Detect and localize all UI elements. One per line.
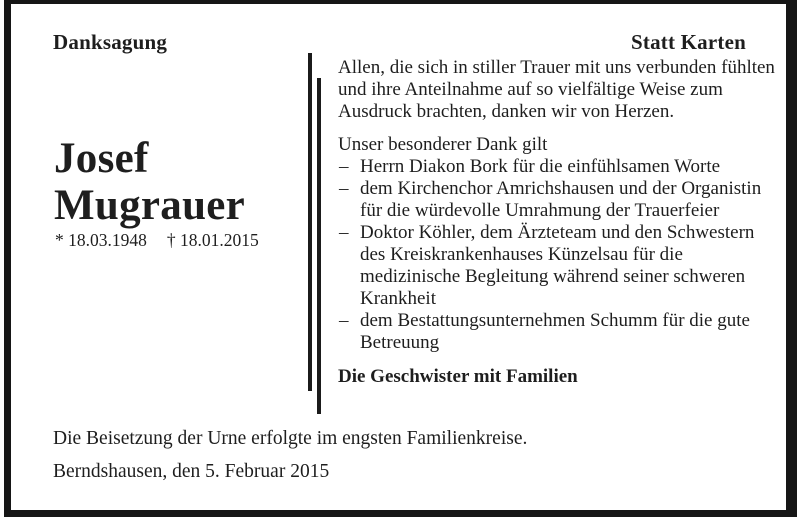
burial-note: Die Beisetzung der Urne erfolgte im engsten Familienkreise. bbox=[53, 428, 528, 449]
list-item bbox=[338, 156, 775, 178]
dash-marker: – bbox=[339, 222, 349, 243]
thanks-heading: Unser besonderer Dank gilt bbox=[338, 134, 548, 155]
thanks-list bbox=[338, 156, 775, 354]
dash-marker: – bbox=[339, 156, 349, 177]
list-item-text: Herrn Diakon Bork für die einfühlsamen Worte bbox=[360, 156, 721, 177]
footer bbox=[53, 428, 527, 483]
deceased-name bbox=[54, 135, 245, 229]
dash-marker: – bbox=[339, 178, 349, 199]
thanks-column bbox=[338, 57, 775, 388]
list-item-text: Doktor Köhler, dem Ärzteteam und den Schwestern des Kreiskrankenhauses Künzelsau für die medizinische Begleitung während seiner schweren Krankheit bbox=[360, 222, 755, 309]
birth-date: * 18.03.1948 bbox=[55, 230, 147, 250]
death-date: † 18.01.2015 bbox=[166, 230, 259, 250]
deceased-first-name: Josef bbox=[54, 135, 149, 182]
deceased-last-name: Mugrauer bbox=[54, 182, 246, 229]
list-item bbox=[338, 310, 775, 354]
signature: Die Geschwister mit Familien bbox=[338, 366, 578, 387]
danksagung-label: Danksagung bbox=[53, 30, 168, 54]
intro-paragraph: Allen, die sich in stiller Trauer mit uns verbunden fühlten und ihre Anteilnahme auf so vielfältige Weise zum Ausdruck brachten, danken wir von Herzen. bbox=[338, 57, 775, 122]
list-item-text: dem Bestattungsunternehmen Schumm für die gute Betreuung bbox=[360, 310, 750, 353]
list-item bbox=[338, 222, 775, 310]
statt-karten-label: Statt Karten bbox=[631, 30, 746, 54]
list-item-text: dem Kirchenchor Amrichshausen und der Organistin für die würdevolle Umrahmung der Trauerfeier bbox=[360, 178, 762, 221]
place-date: Berndshausen, den 5. Februar 2015 bbox=[53, 461, 330, 482]
list-item bbox=[338, 178, 775, 222]
dash-marker: – bbox=[339, 310, 349, 331]
divider-line-left bbox=[308, 53, 312, 391]
life-dates bbox=[55, 230, 259, 251]
divider-line-right bbox=[317, 78, 321, 414]
